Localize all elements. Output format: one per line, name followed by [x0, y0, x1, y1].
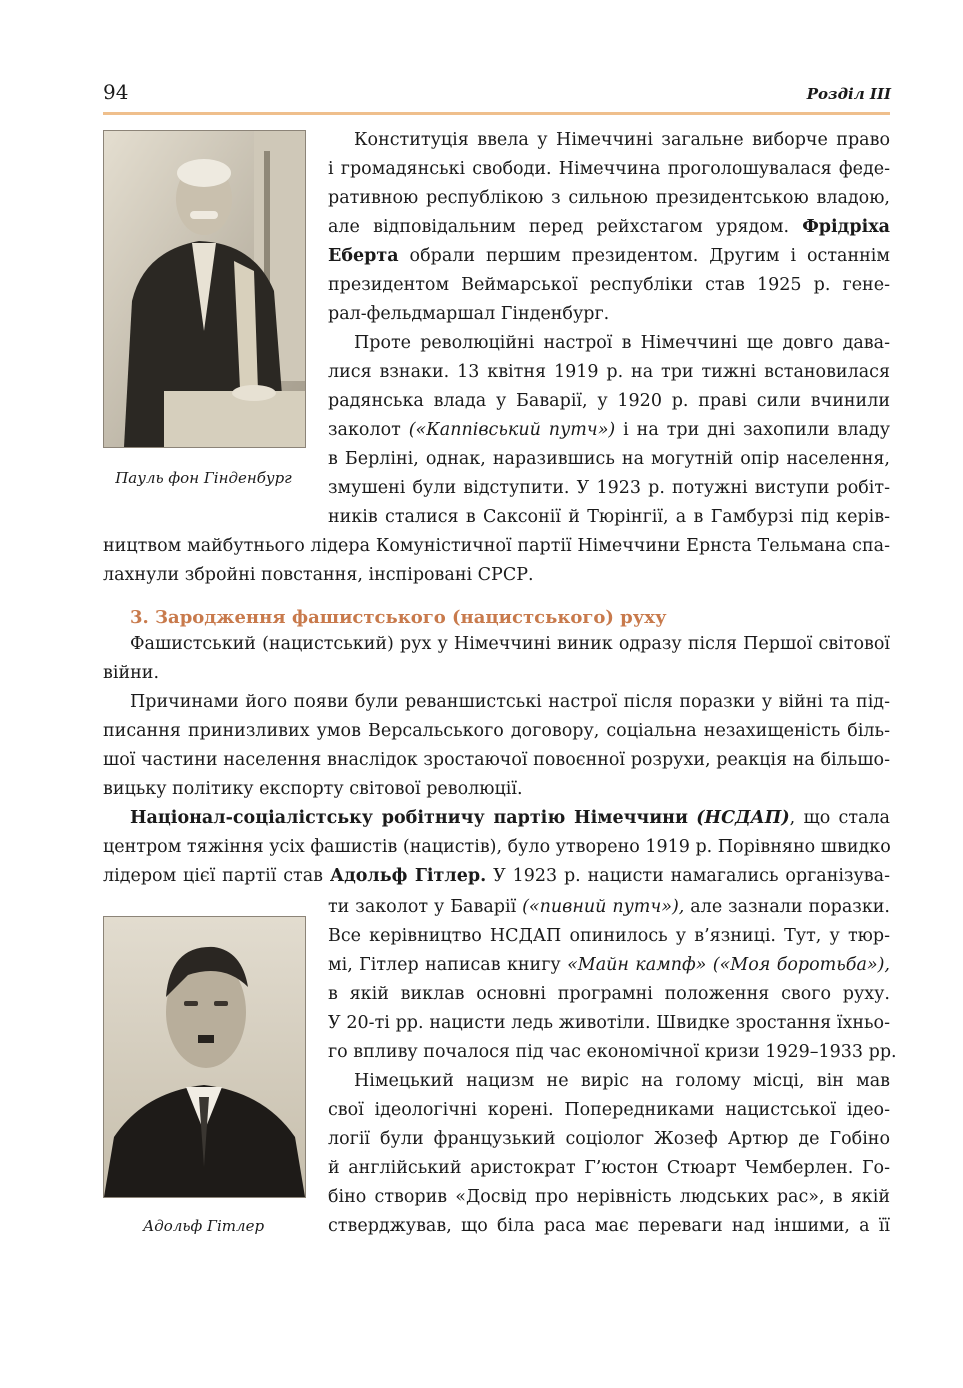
text-run	[688, 808, 696, 828]
text-line	[103, 775, 890, 804]
text-run: Націонал-соціалістську робітничу партію Німеччини	[130, 808, 688, 828]
text-line	[103, 659, 890, 688]
text-line	[328, 893, 890, 922]
text-line	[328, 1096, 890, 1125]
text-run: ників сталися в Саксонії й Тюрінгії, а в Гамбурзі під керів-	[328, 507, 890, 527]
text-run: Конституція ввела у Німеччині загальне виборче право	[354, 130, 890, 150]
text-line	[328, 300, 890, 329]
text-line	[328, 416, 890, 445]
text-line	[103, 746, 890, 775]
text-run: ративною республікою з сильною президентською владою,	[328, 188, 890, 208]
text-run: біно створив «Досвід про нерівність людських рас», в якій	[328, 1187, 890, 1207]
text-run: але відповідальним перед рейхстагом урядом.	[328, 217, 803, 237]
text-run: в Берліні, однак, наразившись на могутній опір населення,	[328, 449, 890, 469]
text-line	[328, 445, 890, 474]
text-run: Фашистський (нацистський) рух у Німеччині виник одразу після Першої світової	[130, 634, 890, 654]
text-line	[130, 688, 890, 717]
text-line	[328, 1009, 890, 1038]
hindenburg-portrait-icon	[104, 131, 305, 447]
text-run: «Майн кампф» («Моя боротьба»),	[567, 955, 890, 975]
text-run: Проте революційні настрої в Німеччині ще довго дава-	[354, 333, 890, 353]
text-run: війни.	[103, 663, 160, 683]
text-line	[328, 242, 890, 271]
text-run: змушені були відступити. У 1923 р. потужні виступи робіт-	[328, 478, 890, 498]
section-heading: 3. Зародження фашистського (нацистського) руху	[130, 607, 667, 628]
text-line	[328, 980, 890, 1009]
hitler-photo	[103, 916, 306, 1198]
section-label: Розділ ІІІ	[806, 85, 891, 103]
text-run: в якій виклав основні програмні положення свого руху.	[328, 984, 890, 1004]
text-line	[328, 155, 890, 184]
text-run: У 20-ті рр. нацисти ледь животіли. Швидке зростання їхньо-	[328, 1013, 890, 1033]
text-run: центром тяжіння усіх фашистів (нацистів), було утворено 1919 р. Порівняно швидко	[103, 837, 891, 857]
text-line	[328, 184, 890, 213]
text-line	[103, 833, 890, 862]
text-line	[328, 271, 890, 300]
page-number: 94	[103, 80, 129, 104]
header-rule	[103, 112, 890, 115]
text-run: і громадянські свободи. Німеччина проголошувалася феде-	[328, 159, 890, 179]
text-run: Причинами його появи були реваншистські настрої після поразки у війні та під-	[130, 692, 890, 712]
text-run: писання принизливих умов Версальського договору, соціальна незахищеність біль-	[103, 721, 890, 741]
text-run: і на три дні захопили владу	[615, 420, 890, 440]
text-line	[328, 213, 890, 242]
text-line	[354, 329, 890, 358]
text-run: обрали першим президентом. Другим і останнім	[398, 246, 890, 266]
text-line	[328, 387, 890, 416]
text-run: свої ідеологічні корені. Попередниками нацистської ідео-	[328, 1100, 890, 1120]
text-run: рал-фельдмаршал Гінденбург.	[328, 304, 610, 324]
text-line	[328, 1125, 890, 1154]
text-line	[103, 717, 890, 746]
text-run: шої частини населення внаслідок зростаючої повоєнної розрухи, реакція на більшо-	[103, 750, 890, 770]
text-run: лахнули збройні повстання, інспіровані СРСР.	[103, 565, 534, 585]
text-run: але зазнали поразки.	[684, 897, 890, 917]
text-line	[130, 804, 890, 833]
text-run: вицьку політику експорту світової революції.	[103, 779, 523, 799]
text-run: заколот	[328, 420, 409, 440]
text-run: Все керівництво НСДАП опинилось у в’язниці. Тут, у тюр-	[328, 926, 890, 946]
text-line	[328, 1212, 890, 1241]
text-line	[354, 126, 890, 155]
text-run: Німецький нацизм не виріс на голому місці, він мав	[354, 1071, 890, 1091]
text-run: (НСДАП)	[696, 808, 790, 828]
text-run: Еберта	[328, 246, 399, 266]
hindenburg-caption: Пауль фон Гінденбург	[115, 469, 292, 487]
text-run: лися взнаки. 13 квітня 1919 р. на три тижні встановилася	[328, 362, 890, 382]
text-run: Фрідріха	[802, 217, 890, 237]
hitler-caption: Адольф Гітлер	[142, 1217, 265, 1235]
text-line	[328, 503, 890, 532]
text-line	[328, 1154, 890, 1183]
text-run: («пивний путч»),	[522, 897, 685, 917]
text-line	[328, 1038, 897, 1067]
text-run: лідером цієї партії став	[103, 866, 330, 886]
text-line	[328, 1183, 890, 1212]
text-run: логії були французький соціолог Жозеф Артюр де Гобіно	[328, 1129, 890, 1149]
text-run: стверджував, що біла раса має переваги над іншими, а її	[328, 1216, 890, 1236]
text-run: президентом Веймарської республіки став 1925 р. гене-	[328, 275, 890, 295]
text-run: («Каппівський путч»)	[408, 420, 616, 440]
text-line	[103, 862, 890, 891]
hitler-portrait-icon	[104, 917, 305, 1197]
text-run: Адольф Гітлер.	[329, 866, 487, 886]
text-line	[328, 951, 890, 980]
text-run: У 1923 р. нацисти намагались організува-	[486, 866, 890, 886]
text-run: радянська влада у Баварії, у 1920 р. праві сили вчинили	[328, 391, 890, 411]
text-run: ництвом майбутнього лідера Комуністичної партії Німеччини Ернста Тельмана спа-	[103, 536, 890, 556]
text-line	[103, 532, 890, 561]
text-run: й англійський аристократ Г’юстон Стюарт Чемберлен. Го-	[328, 1158, 890, 1178]
text-line	[130, 630, 890, 659]
text-run: го впливу почалося під час економічної кризи 1929–1933 рр.	[328, 1042, 897, 1062]
hindenburg-photo	[103, 130, 306, 448]
text-line	[328, 474, 890, 503]
text-line	[328, 922, 890, 951]
text-line	[354, 1067, 890, 1096]
text-run: , що стала	[789, 808, 890, 828]
text-run: ти заколот у Баварії	[328, 897, 523, 917]
text-line	[328, 358, 890, 387]
text-line	[103, 561, 890, 590]
text-run: мі, Гітлер написав книгу	[328, 955, 568, 975]
